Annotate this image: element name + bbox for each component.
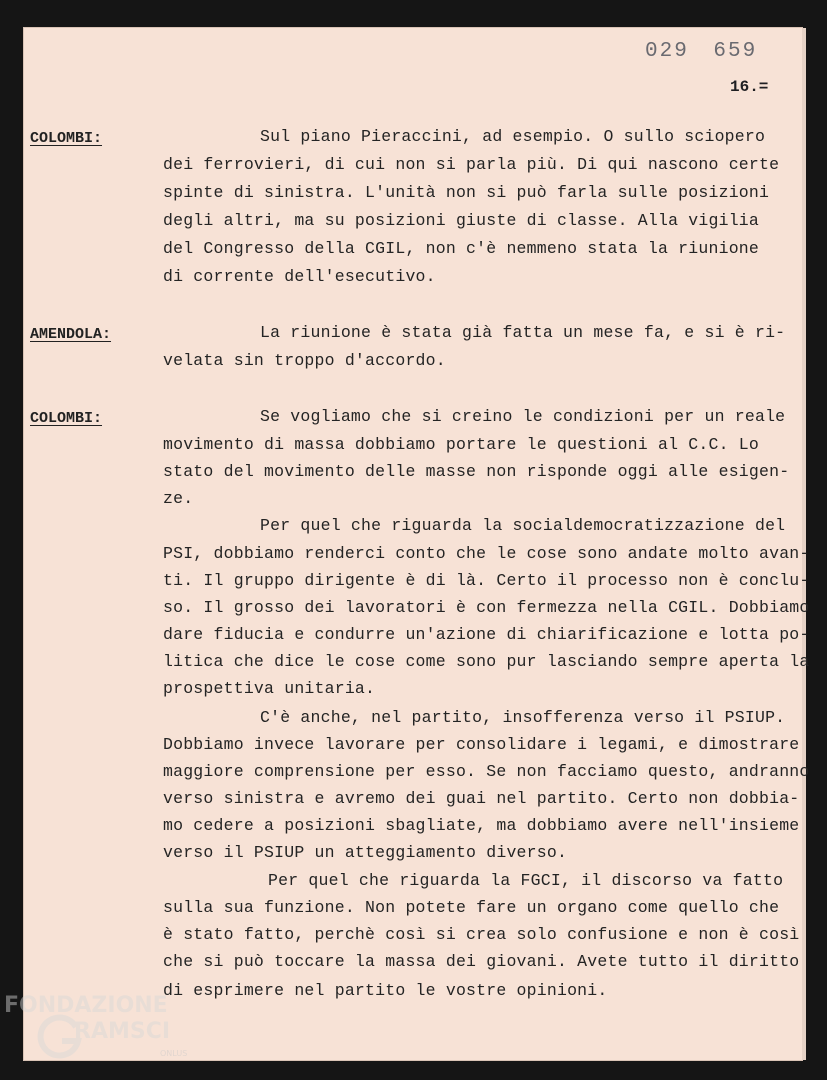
watermark-text: FONDAZIONE [4,993,168,1018]
text-line: è stato fatto, perchè così si crea solo confusione e non è così [163,925,800,944]
watermark-text: RAMSCI [74,1019,171,1044]
text-line: Sul piano Pieraccini, ad esempio. O sullo sciopero [260,127,766,146]
text-line: La riunione è stata già fatta un mese fa, e si è ri- [260,323,786,342]
text-line: prospettiva unitaria. [163,679,376,698]
text-line: maggiore comprensione per esso. Se non facciamo questo, andranno [163,762,810,781]
text-line: C'è anche, nel partito, insofferenza verso il PSIUP. [260,708,786,727]
text-line: sulla sua funzione. Non potete fare un organo come quello che [163,898,780,917]
text-line: che si può toccare la massa dei giovani. Avete tutto il diritto [163,952,800,971]
text-line: Per quel che riguarda la socialdemocratizzazione del [260,516,786,535]
text-line: ze. [163,489,194,508]
text-line: mo cedere a posizioni sbagliate, ma dobbiamo avere nell'insieme [163,816,800,835]
text-line: litica che dice le cose come sono pur lasciando sempre aperta la [163,652,810,671]
text-line: stato del movimento delle masse non risponde oggi alle esigen- [163,462,790,481]
text-line: verso il PSIUP un atteggiamento diverso. [163,843,568,862]
text-line: dei ferrovieri, di cui non si parla più. Di qui nascono certe [163,155,780,174]
text-line: so. Il grosso dei lavoratori è con fermezza nella CGIL. Dobbiamo [163,598,810,617]
watermark-logo [0,993,215,1073]
archive-number: 029 659 [645,40,758,63]
text-line: PSI, dobbiamo renderci conto che le cose sono andate molto avan- [163,544,810,563]
speaker-label: COLOMBI: [30,410,103,427]
watermark-text: ONLUS [160,1049,188,1058]
text-line: spinte di sinistra. L'unità non si può farla sulle posizioni [163,183,770,202]
text-line: del Congresso della CGIL, non c'è nemmeno stata la riunione [163,239,759,258]
speaker-label: AMENDOLA: [30,326,112,343]
text-line: ti. Il gruppo dirigente è di là. Certo il processo non è conclu- [163,571,810,590]
text-line: Se vogliamo che si creino le condizioni per un reale [260,407,786,426]
page-number: 16.= [730,78,769,96]
text-line: Dobbiamo invece lavorare per consolidare i legami, e dimostrare [163,735,800,754]
text-line: degli altri, ma su posizioni giuste di classe. Alla vigilia [163,211,759,230]
text-line: dare fiducia e condurre un'azione di chiarificazione e lotta po- [163,625,810,644]
text-line: verso sinistra e avremo dei guai nel partito. Certo non dobbia- [163,789,800,808]
speaker-label: COLOMBI: [30,130,103,147]
text-line: di esprimere nel partito le vostre opinioni. [163,981,608,1000]
text-line: Per quel che riguarda la FGCI, il discorso va fatto [268,871,784,890]
text-line: velata sin troppo d'accordo. [163,351,446,370]
text-line: di corrente dell'esecutivo. [163,267,436,286]
text-line: movimento di massa dobbiamo portare le questioni al C.C. Lo [163,435,759,454]
